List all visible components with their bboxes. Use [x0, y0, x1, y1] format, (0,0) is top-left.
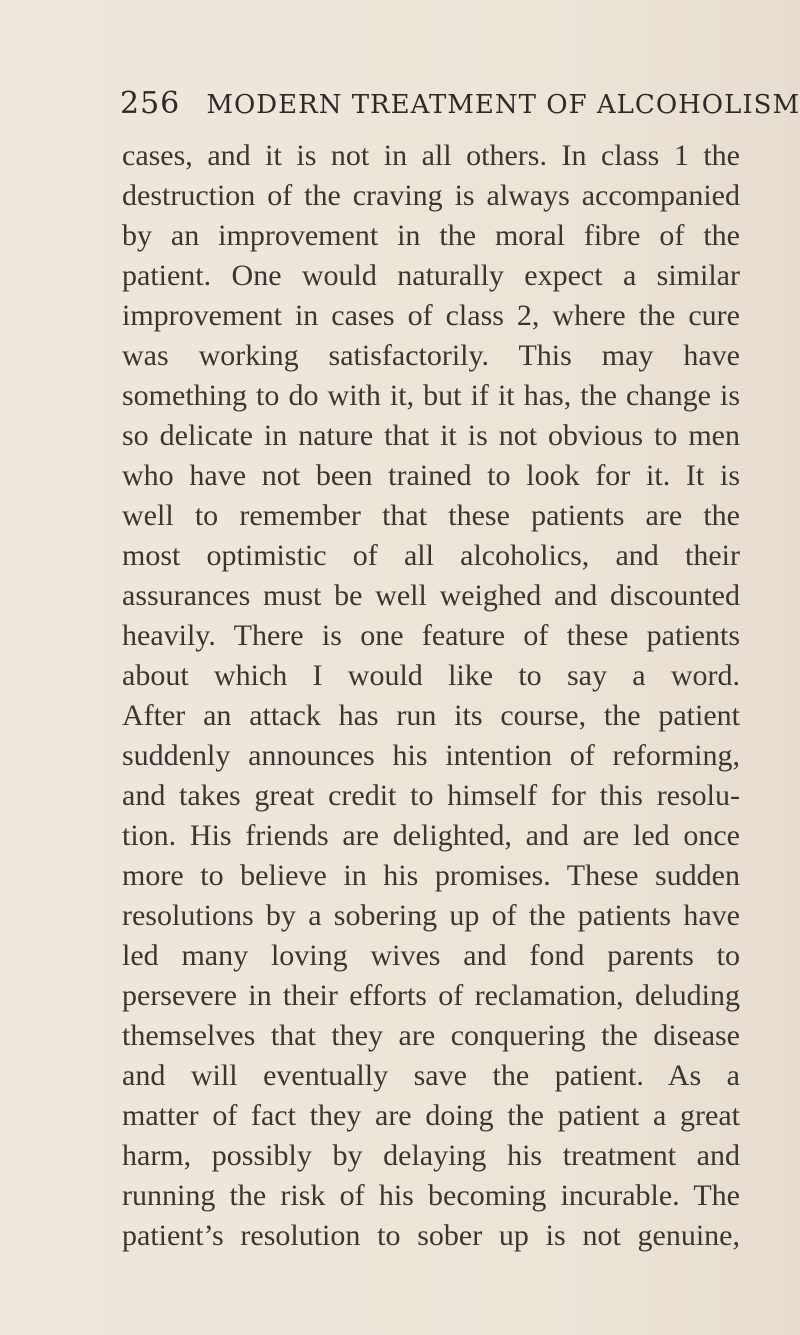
text-line: running the risk of his becoming incurable. The — [122, 1179, 740, 1212]
text-line: tion. His friends are delighted, and are led once — [122, 819, 740, 852]
text-line: about which I would like to say a word. — [122, 659, 740, 692]
text-line: After an attack has run its course, the patient — [122, 699, 740, 732]
text-line: suddenly announces his intention of reforming, — [122, 739, 740, 772]
text-line: matter of fact they are doing the patient a great — [122, 1099, 740, 1132]
text-line: was working satisfactorily. This may have — [122, 339, 740, 372]
text-line: so delicate in nature that it is not obvious to men — [122, 419, 740, 452]
text-line: assurances must be well weighed and discounted — [122, 579, 740, 612]
text-line: and takes great credit to himself for this resolu- — [122, 779, 740, 812]
text-line: by an improvement in the moral fibre of the — [122, 219, 740, 252]
text-line: resolutions by a sobering up of the patients have — [122, 899, 740, 932]
text-line: heavily. There is one feature of these patients — [122, 619, 740, 652]
text-line: patient’s resolution to sober up is not genuine, — [122, 1219, 740, 1252]
body-text — [122, 136, 740, 1256]
text-line: who have not been trained to look for it. It is — [122, 459, 740, 492]
text-line: well to remember that these patients are the — [122, 499, 740, 532]
page-header — [120, 86, 800, 121]
text-line: harm, possibly by delaying his treatment and — [122, 1139, 740, 1172]
text-line: something to do with it, but if it has, the change is — [122, 379, 740, 412]
text-line: patient. One would naturally expect a similar — [122, 259, 740, 292]
text-line: most optimistic of all alcoholics, and their — [122, 539, 740, 572]
text-line: and will eventually save the patient. As a — [122, 1059, 740, 1092]
page-number: 256 — [120, 86, 181, 121]
text-line: cases, and it is not in all others. In class 1 the — [122, 139, 740, 172]
text-line: led many loving wives and fond parents to — [122, 939, 740, 972]
running-title: MODERN TREATMENT OF ALCOHOLISM — [206, 90, 800, 120]
text-line: themselves that they are conquering the disease — [122, 1019, 740, 1052]
text-line: destruction of the craving is always accompanied — [122, 179, 740, 212]
text-line: improvement in cases of class 2, where the cure — [122, 299, 740, 332]
text-line: more to believe in his promises. These sudden — [122, 859, 740, 892]
text-line: persevere in their efforts of reclamation, deluding — [122, 979, 740, 1012]
